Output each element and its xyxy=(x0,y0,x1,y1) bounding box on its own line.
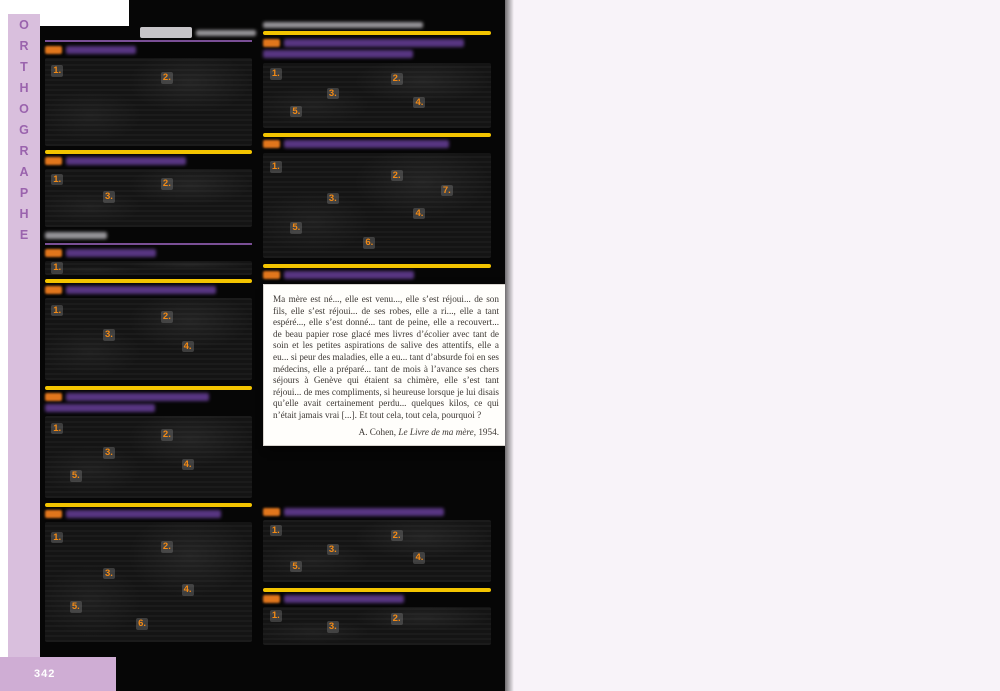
redacted-block xyxy=(263,520,491,582)
redacted-block xyxy=(263,153,491,258)
sidebar-letter: H xyxy=(19,207,29,221)
item-number: 2. xyxy=(392,613,401,625)
quote-text: Ma mère est né..., elle est venu..., elle s’est réjoui... de son fils, elle s’est réjoui... de ses robes, elle a ri..., elle a tant espéré..., elle s’est donné... tant de peine, elle a recouvert... de beau papier rose glacé mes livres d’écolier avec tant de soin et les petites aspirations de salive des attentifs, elle a eu... si peur des maladies, elle a eu... tant d’absurde foi en ses médecins, elle a préparé... tant de mois à l’avance ses chers séjours à Genève qui étaient sa chimère, elle s’est tant réjoui... de mes compliments, si heureuse lorsque je lui disais qu’elle avait certainement perdu... quelques kilos, ce qui n’était jamais vrai [...]. Et tout cela, tout cela, pourquoi ? xyxy=(273,294,499,420)
sidebar-letter: O xyxy=(19,102,29,116)
redacted-exercise-header xyxy=(284,140,449,148)
sidebar-letter: G xyxy=(19,123,29,137)
yellow-divider xyxy=(263,588,491,592)
item-number: 1. xyxy=(53,531,62,543)
item-number: 4. xyxy=(183,458,192,470)
item-number: 3. xyxy=(104,329,113,341)
item-number: 2. xyxy=(392,169,401,181)
yellow-divider xyxy=(45,386,252,390)
redacted-block xyxy=(45,261,252,275)
item-number: 3. xyxy=(328,621,337,633)
item-number: 1. xyxy=(53,173,62,185)
sidebar-letter: H xyxy=(19,81,29,95)
item-number: 2. xyxy=(162,72,171,84)
redacted-exercise-number xyxy=(263,140,280,148)
redacted-block xyxy=(263,63,491,128)
item-number: 1. xyxy=(271,68,280,80)
item-number: 2. xyxy=(162,429,171,441)
item-number: 3. xyxy=(104,567,113,579)
redacted-exercise-header xyxy=(284,39,464,47)
item-number: 3. xyxy=(328,543,337,555)
sidebar-vertical-label xyxy=(8,14,40,242)
item-number: 3. xyxy=(328,87,337,99)
redacted-block xyxy=(45,58,252,146)
item-number: 4. xyxy=(183,584,192,596)
redacted-exercise-number xyxy=(263,508,280,516)
sidebar-letter: R xyxy=(19,39,29,53)
item-number: 5. xyxy=(71,470,80,482)
item-number: 1. xyxy=(53,65,62,77)
sidebar-letter: R xyxy=(19,144,29,158)
item-number: 2. xyxy=(162,311,171,323)
purple-rule xyxy=(45,40,252,42)
item-number: 4. xyxy=(415,96,424,108)
orthographe-sidebar xyxy=(8,14,40,658)
sidebar-letter: P xyxy=(19,186,29,200)
redacted-exercise-number xyxy=(263,595,280,603)
redacted-exercise-number xyxy=(45,393,62,401)
item-number: 3. xyxy=(104,191,113,203)
yellow-divider xyxy=(263,264,491,268)
redacted-text-ghost xyxy=(196,30,256,36)
redacted-tab xyxy=(140,27,192,38)
item-number: 7. xyxy=(442,184,451,196)
item-number: 5. xyxy=(292,560,301,572)
item-number: 6. xyxy=(365,237,374,248)
redacted-exercise-number xyxy=(45,157,62,165)
sidebar-letter: E xyxy=(19,228,29,242)
yellow-divider xyxy=(263,133,491,137)
redacted-exercise-header xyxy=(66,510,221,518)
redacted-exercise-header xyxy=(66,286,216,294)
redacted-exercise-header xyxy=(284,508,444,516)
sidebar-letter: O xyxy=(19,18,29,32)
redacted-block xyxy=(45,298,252,380)
item-number: 1. xyxy=(271,610,280,622)
purple-rule xyxy=(45,243,252,245)
item-number: 4. xyxy=(415,207,424,219)
left-page-footer xyxy=(0,657,116,691)
item-number: 1. xyxy=(53,262,62,274)
item-number: 5. xyxy=(71,601,80,613)
item-number: 2. xyxy=(392,529,401,541)
item-number: 2. xyxy=(162,541,171,553)
redacted-block xyxy=(45,522,252,642)
item-number: 1. xyxy=(271,161,280,173)
redacted-exercise-header xyxy=(284,271,414,279)
item-number: 4. xyxy=(415,552,424,564)
redacted-text-ghost xyxy=(263,22,423,28)
item-number: 3. xyxy=(328,192,337,204)
redacted-block xyxy=(45,169,252,227)
redacted-exercise-header xyxy=(45,404,155,412)
redacted-exercise-header xyxy=(66,393,209,401)
redacted-exercise-header xyxy=(66,157,186,165)
item-number: 2. xyxy=(392,73,401,85)
sidebar-letter: T xyxy=(20,60,28,74)
redacted-exercise-header xyxy=(263,50,413,58)
redacted-exercise-header xyxy=(66,249,156,257)
sidebar-letter: A xyxy=(19,165,29,179)
yellow-divider xyxy=(45,503,252,507)
item-number: 3. xyxy=(104,447,113,459)
item-number: 4. xyxy=(183,340,192,352)
redacted-exercise-number xyxy=(45,510,62,518)
item-number: 5. xyxy=(292,105,301,117)
yellow-divider xyxy=(45,150,252,154)
item-number: 1. xyxy=(53,422,62,434)
redacted-exercise-number xyxy=(45,286,62,294)
cohen-quote-box xyxy=(264,285,508,445)
item-number: 2. xyxy=(162,178,171,190)
redacted-text-ghost xyxy=(45,232,107,239)
yellow-divider xyxy=(263,31,491,35)
item-number: 1. xyxy=(53,304,62,316)
redacted-exercise-number xyxy=(45,249,62,257)
redacted-exercise-number xyxy=(263,39,280,47)
redacted-exercise-number xyxy=(45,46,62,54)
item-number: 5. xyxy=(292,222,301,234)
redacted-exercise-number xyxy=(263,271,280,279)
redacted-block xyxy=(45,416,252,498)
quote-attribution: A. Cohen, Le Livre de ma mère, 1954. xyxy=(358,426,499,437)
yellow-divider xyxy=(45,279,252,283)
redacted-block xyxy=(263,607,491,645)
redacted-exercise-header xyxy=(284,595,404,603)
item-number: 6. xyxy=(138,618,147,629)
right-page xyxy=(505,0,1000,691)
page-number: 342 xyxy=(34,668,56,680)
redacted-exercise-header xyxy=(66,46,136,54)
item-number: 1. xyxy=(271,524,280,536)
